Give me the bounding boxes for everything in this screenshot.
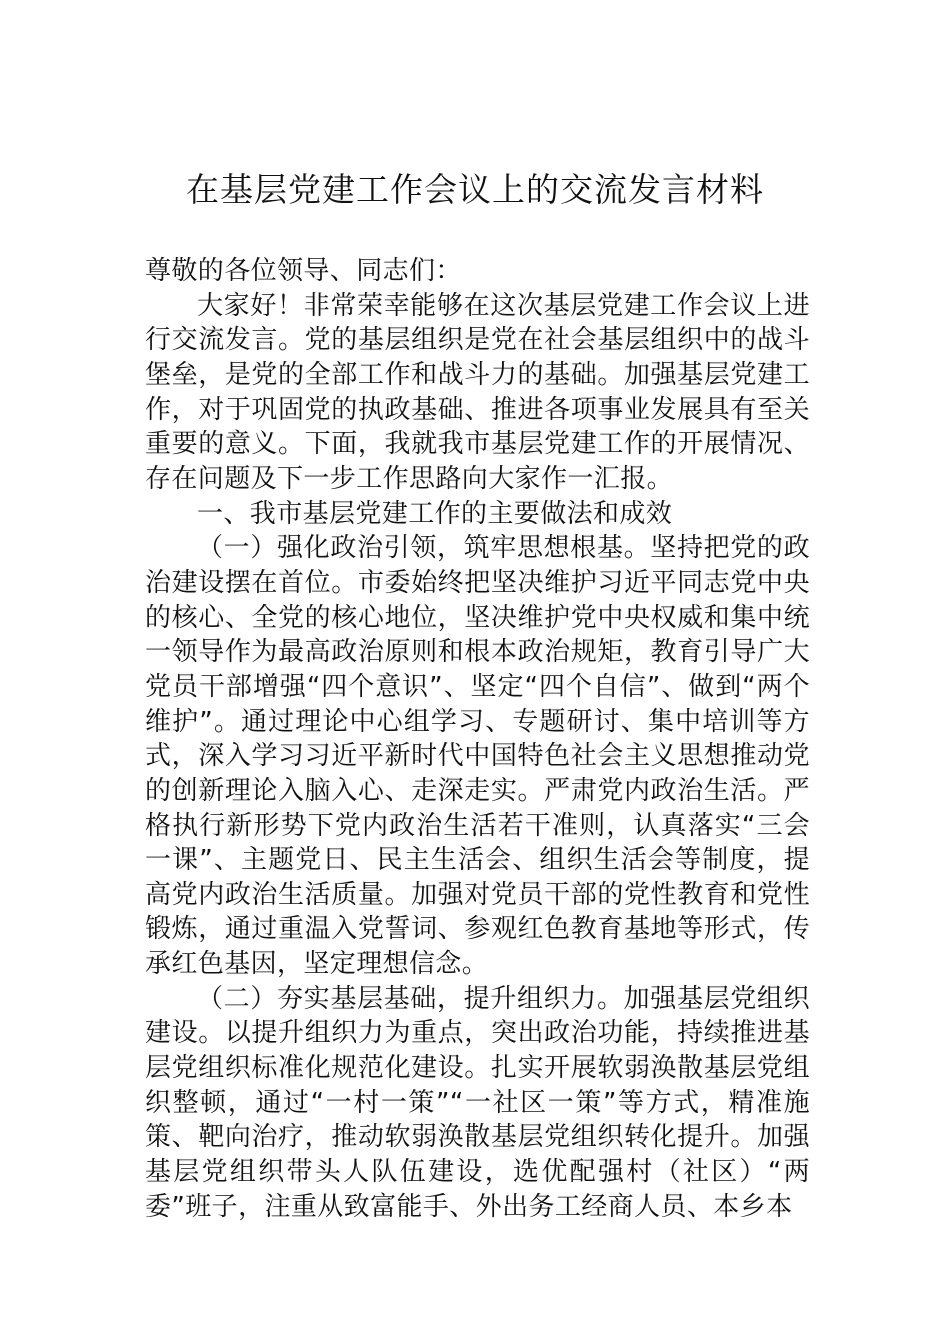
paragraph-grassroots-foundation: （二）夯实基层基础，提升组织力。加强基层党组织建设。以提升组织力为重点，突出政治功能，持续推进基层党组织标准化规范化建设。扎实开展软弱涣散基层党组织整顿，通过“一村一策”“一社区一策”等方式，精准施策、靶向治疗，推动软弱涣散基层党组织转化提升。加强基层党组织带头人队伍建设，选优配强村（社区）“两委”班子，注重从致富能手、外出务工经商人员、本乡本: [145, 983, 810, 1222]
section-heading-1: 一、我市基层党建工作的主要做法和成效: [197, 498, 673, 529]
paragraph-intro: 大家好！非常荣幸能够在这次基层党建工作会议上进行交流发言。党的基层组织是党在社会基层组织中的战斗堡垒，是党的全部工作和战斗力的基础。加强基层党建工作，对于巩固党的执政基础、推进各项事业发展具有至关重要的意义。下面，我就我市基层党建工作的开展情况、存在问题及下一步工作思路向大家作一汇报。: [145, 290, 810, 494]
document-title: 在基层党建工作会议上的交流发言材料: [186, 170, 764, 209]
document-body: [145, 254, 810, 1224]
paragraph-political-guidance: （一）强化政治引领，筑牢思想根基。坚持把党的政治建设摆在首位。市委始终把坚决维护习近平同志党中央的核心、全党的核心地位，坚决维护党中央权威和集中统一领导作为最高政治原则和根本政治规矩，教育引导广大党员干部增强“四个意识”、坚定“四个自信”、做到“两个维护”。通过理论中心组学习、专题研讨、集中培训等方式，深入学习习近平新时代中国特色社会主义思想推动党的创新理论入脑入心、走深走实。严肃党内政治生活。严格执行新形势下党内政治生活若干准则，认真落实“三会一课”、主题党日、民主生活会、组织生活会等制度，提高党内政治生活质量。加强对党员干部的党性教育和党性锻炼，通过重温入党誓词、参观红色教育基地等形式，传承红色基因，坚定理想信念。: [145, 533, 810, 980]
salutation: 尊敬的各位领导、同志们：: [145, 256, 462, 286]
